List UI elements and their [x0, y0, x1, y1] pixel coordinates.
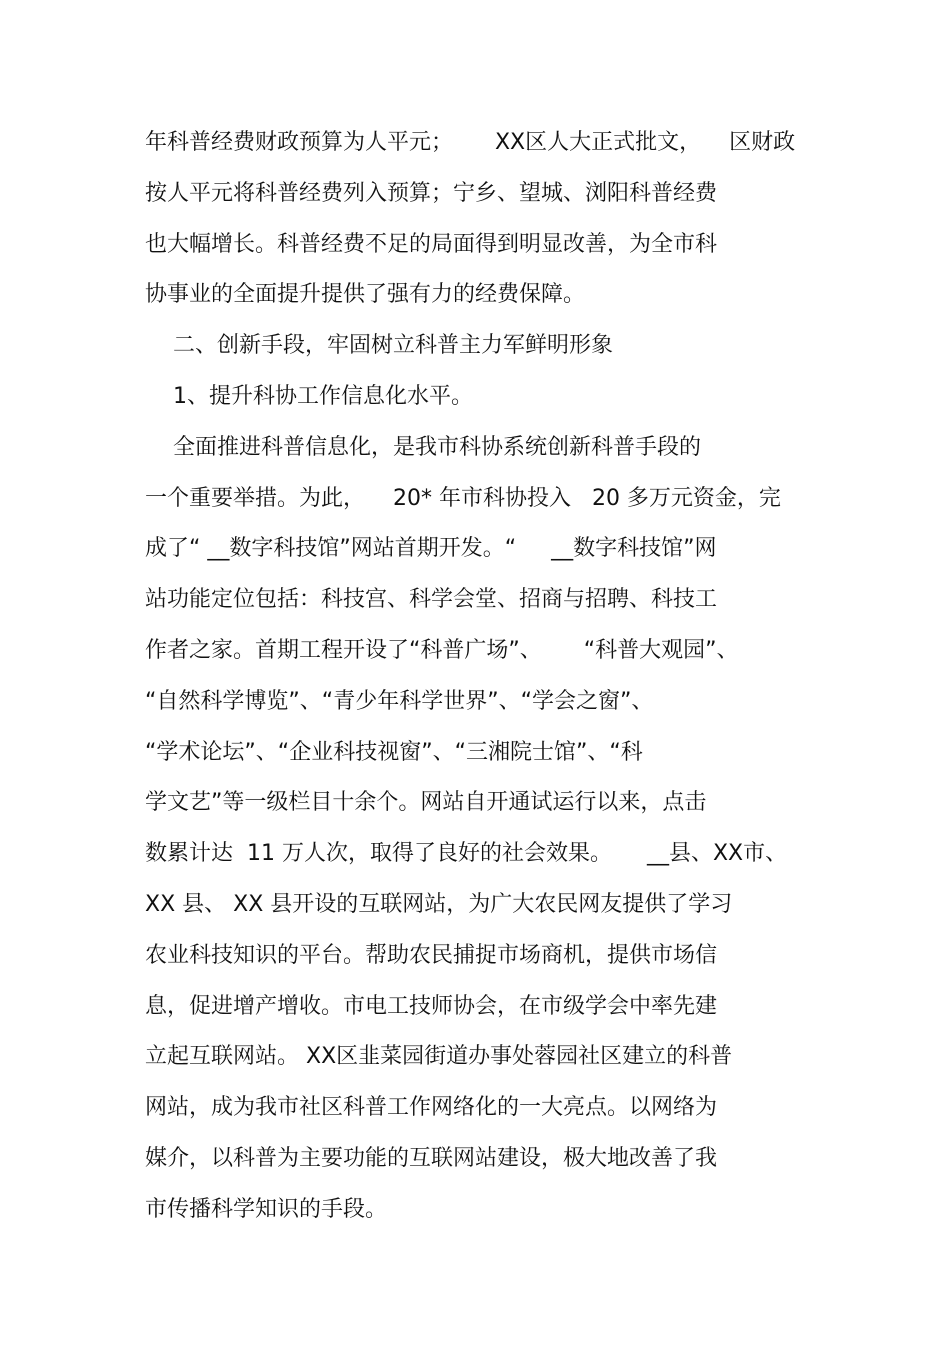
text-line: 网站，成为我市社区科普工作网络化的一大亮点。以网络为: [145, 1095, 718, 1121]
text-line: 农业科技知识的平台。帮助农民捕捉市场商机，提供市场信: [145, 942, 718, 968]
text-line: 站功能定位包括：科技宫、科学会堂、招商与招聘、科技工: [145, 587, 718, 613]
text-line: 也大幅增长。科普经费不足的局面得到明显改善，为全市科: [145, 231, 718, 257]
text-line: “自然科学博览”、“青少年科学世界”、“学会之窗”、: [145, 688, 654, 714]
text-line: 市传播科学知识的手段。: [145, 1196, 388, 1222]
text-line: XX 县、 XX 县开设的互联网站，为广大农民网友提供了学习: [145, 891, 733, 917]
text-line: “学术论坛”、“企业科技视窗”、“三湘院士馆”、“科: [145, 739, 643, 765]
text-line: 媒介，以科普为主要功能的互联网站建设，极大地改善了我: [145, 1145, 718, 1171]
text-line: 二、创新手段，牢固树立科普主力军鲜明形象: [145, 333, 613, 359]
text-line: 立起互联网站。 XX区韭菜园街道办事处蓉园社区建立的科普: [145, 1044, 733, 1070]
text-line: 作者之家。首期工程开设了“科普广场”、 “科普大观园”、: [145, 637, 739, 663]
text-line: 协事业的全面提升提供了强有力的经费保障。: [145, 282, 586, 308]
body-text: [145, 118, 825, 1236]
text-line: 成了“ __数字科技馆”网站首期开发。“ __数字科技馆”网: [145, 536, 717, 562]
text-line: 全面推进科普信息化，是我市科协系统创新科普手段的: [145, 434, 701, 460]
text-line: 学文艺”等一级栏目十余个。网站自开通试运行以来，点击: [145, 790, 707, 816]
text-line: 息，促进增产增收。市电工技师协会，在市级学会中率先建: [145, 993, 718, 1019]
text-line: 年科普经费财政预算为人平元； XX区人大正式批文， 区财政: [145, 130, 796, 155]
text-line: 一个重要举措。为此， 20* 年市科协投入 20 多万元资金，完: [145, 485, 781, 511]
text-line: 1、提升科协工作信息化水平。: [145, 383, 473, 409]
text-line: 按人平元将科普经费列入预算；宁乡、望城、浏阳科普经费: [145, 180, 718, 206]
text-line: 数累计达 11 万人次，取得了良好的社会效果。 __县、XX市、: [145, 841, 788, 867]
